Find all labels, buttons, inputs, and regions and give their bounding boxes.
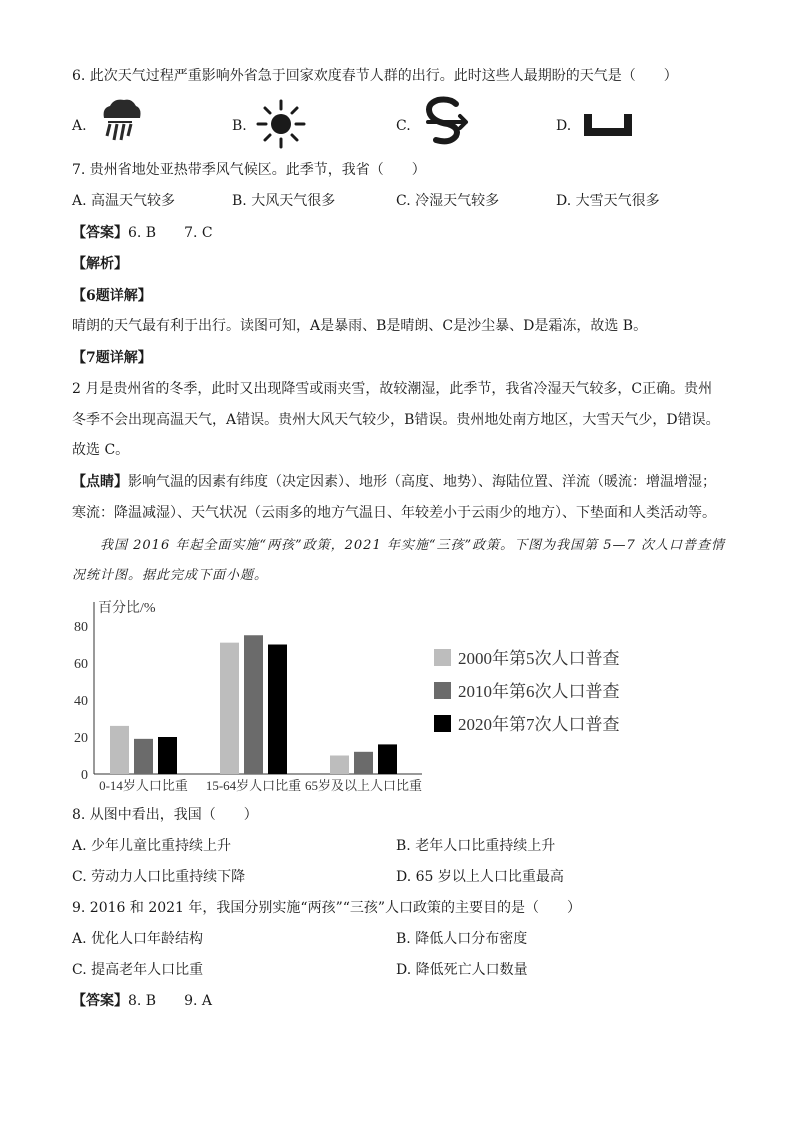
frost-icon	[580, 110, 636, 140]
answer-line-1	[72, 223, 213, 243]
legend-swatch	[434, 715, 451, 732]
bar	[268, 645, 287, 775]
legend-label: 2010年第6次人口普查	[458, 682, 620, 701]
intro-line-1: 我国 2016 年起全面实施“两孩”政策，2021 年实施“三孩”政策。下图为我国第 5—7 次人口普查情	[100, 538, 725, 553]
q9-stem: 9. 2016 和 2021 年，我国分别实施“两孩”“三孩”人口政策的主要目的是（ ）	[72, 900, 582, 916]
intro-line-2: 况统计图。据此完成下面小题。	[72, 568, 269, 583]
legend-label: 2020年第7次人口普查	[458, 715, 620, 734]
bar	[354, 752, 373, 774]
q9-option-d: D. 降低死亡人口数量	[396, 962, 528, 978]
x-tick-label: 0-14岁人口比重	[99, 778, 188, 793]
analysis-tag: 【解析】	[72, 256, 128, 272]
tips-line-1	[72, 472, 716, 492]
q7-option-c: C. 冷湿天气较多	[396, 193, 500, 209]
q6-option-c-label: C.	[396, 118, 411, 134]
q9-option-b: B. 降低人口分布密度	[396, 931, 528, 947]
q8-stem: 8. 从图中看出，我国（ ）	[72, 807, 258, 823]
answer2-text: 8. B 9. A	[128, 993, 213, 1009]
y-tick-label: 80	[74, 620, 88, 635]
answer-text: 6. B 7. C	[128, 225, 213, 241]
x-tick-label: 15-64岁人口比重	[205, 778, 302, 793]
sunny-icon	[255, 98, 307, 150]
bar	[220, 643, 239, 774]
bar	[134, 739, 153, 774]
y-tick-label: 20	[74, 731, 88, 746]
detail7-line-2: 冬季不会出现高温天气，A错误。贵州大风天气较少，B错误。贵州地处南方地区，大雪天气少，D错误。	[72, 412, 720, 428]
q7-option-d: D. 大雪天气很多	[556, 193, 660, 209]
q9-option-c: C. 提高老年人口比重	[72, 962, 204, 978]
q6-option-a-label: A.	[72, 118, 87, 134]
answer-tag: 【答案】	[72, 225, 128, 241]
detail6-tag: 【6题详解】	[72, 288, 152, 304]
answer2-tag: 【答案】	[72, 993, 128, 1009]
q7-option-a: A. 高温天气较多	[72, 193, 176, 209]
q6-option-d-label: D.	[556, 118, 572, 134]
sandstorm-icon	[420, 96, 474, 146]
rainstorm-icon	[98, 96, 144, 146]
y-tick-label: 60	[74, 657, 88, 672]
y-tick-label: 40	[74, 694, 88, 709]
tips-line-2: 寒流：降温减湿）、天气状况（云雨多的地方气温日、年较差小于云雨少的地方）、下垫面和人类活动等。	[72, 505, 716, 521]
census-chart	[60, 592, 660, 802]
tips-tag: 【点睛】	[72, 474, 128, 490]
detail6-text: 晴朗的天气最有利于出行。读图可知，A是暴雨、B是晴朗、C是沙尘暴、D是霜冻，故选 B。	[72, 318, 648, 334]
tips-text-1: 影响气温的因素有纬度（决定因素）、地形（高度、地势）、海陆位置、洋流（暖流：增温增湿；	[128, 474, 716, 490]
x-tick-label: 65岁及以上人口比重	[304, 778, 423, 793]
bar	[158, 737, 177, 774]
detail7-line-3: 故选 C。	[72, 442, 130, 458]
bar	[244, 635, 263, 774]
q9-option-a: A. 优化人口年龄结构	[72, 931, 204, 947]
bar	[378, 744, 397, 774]
y-axis-label: 百分比/%	[98, 601, 156, 616]
bar	[330, 756, 349, 775]
q7-stem: 7. 贵州省地处亚热带季风气候区。此季节，我省（ ）	[72, 162, 426, 178]
legend-label: 2000年第5次人口普查	[458, 649, 620, 668]
q8-option-b: B. 老年人口比重持续上升	[396, 838, 556, 854]
q6-stem: 6. 此次天气过程严重影响外省急于回家欢度春节人群的出行。此时这些人最期盼的天气是（ ）	[72, 68, 678, 84]
q8-option-d: D. 65 岁以上人口比重最高	[396, 869, 564, 885]
q8-option-c: C. 劳动力人口比重持续下降	[72, 869, 246, 885]
answer-line-2	[72, 991, 212, 1011]
q8-option-a: A. 少年儿童比重持续上升	[72, 838, 232, 854]
q6-option-b-label: B.	[232, 118, 247, 134]
bar	[110, 726, 129, 774]
legend-swatch	[434, 649, 451, 666]
legend-swatch	[434, 682, 451, 699]
q7-option-b: B. 大风天气很多	[232, 193, 336, 209]
detail7-line-1: 2 月是贵州省的冬季，此时又出现降雪或雨夹雪，故较潮湿，此季节，我省冷湿天气较多，C正确。贵州	[72, 381, 713, 397]
detail7-tag: 【7题详解】	[72, 350, 152, 366]
y-tick-label: 0	[81, 768, 88, 783]
